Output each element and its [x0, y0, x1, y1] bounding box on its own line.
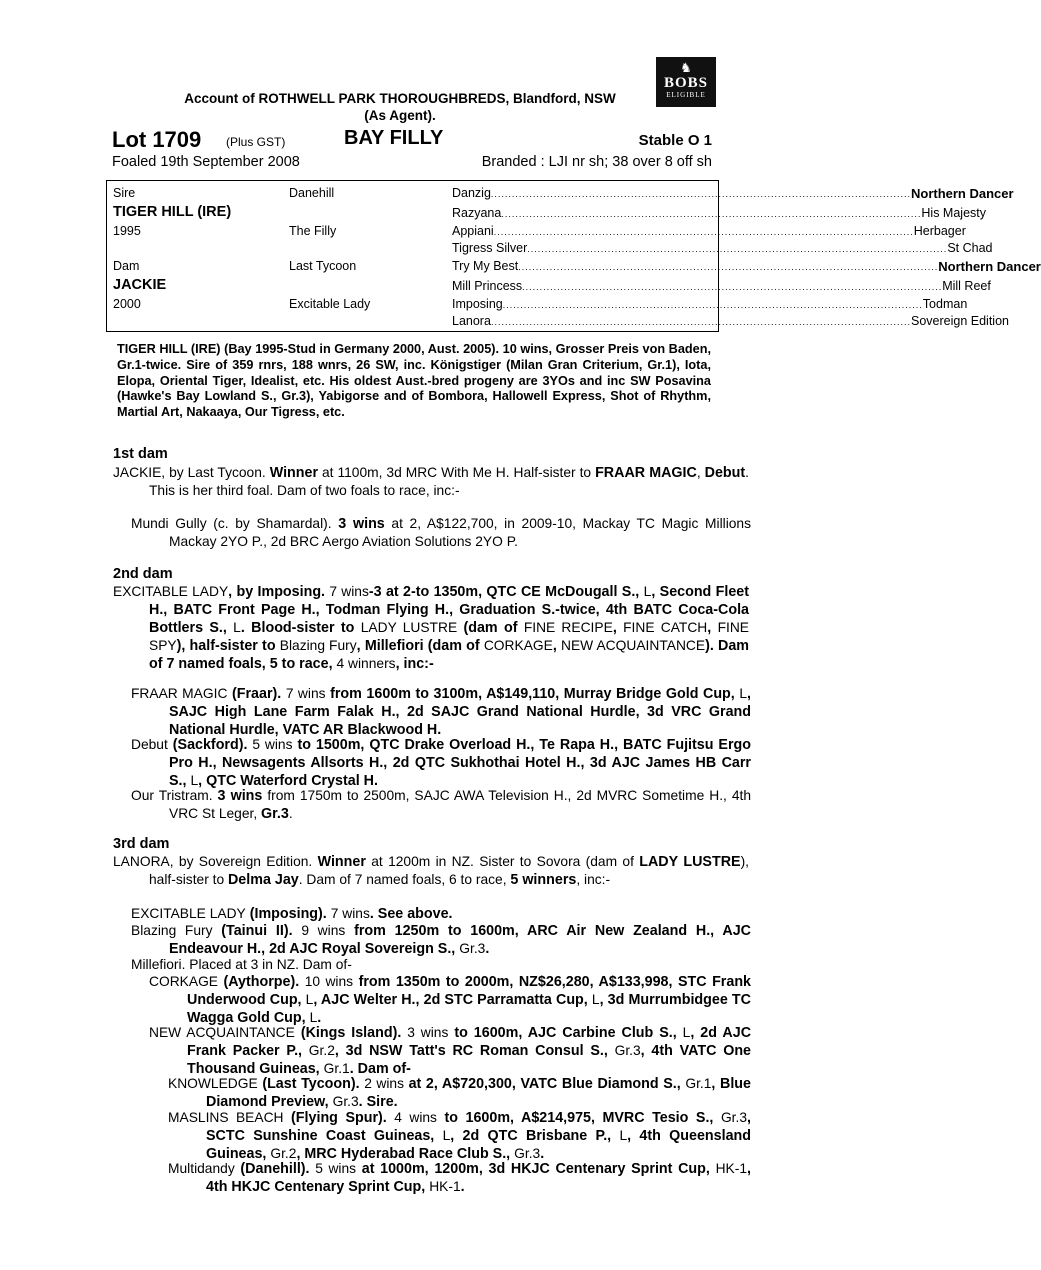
bold-text: (Imposing).: [245, 906, 331, 922]
text: Blazing Fury: [279, 638, 357, 653]
text: FINE CATCH: [623, 620, 708, 635]
bold-text: Winner: [317, 854, 366, 870]
dot-leader: ........................................................................................................................: [518, 262, 939, 272]
great-grandsire: St Chad: [947, 241, 993, 255]
text: Gr.1: [685, 1076, 712, 1091]
progeny-entry: [131, 515, 751, 550]
text: L: [309, 1010, 318, 1025]
bold-text: 3 wins: [338, 516, 385, 532]
text: Multidandy: [168, 1161, 235, 1176]
grandparent-row: [452, 224, 966, 240]
lot-description: BAY FILLY: [344, 127, 444, 149]
text: L: [190, 773, 199, 788]
bold-text: Gr.3: [261, 806, 289, 822]
text: 5 wins: [252, 737, 293, 752]
text: MASLINS BEACH: [168, 1110, 284, 1125]
third-dam-entry: [113, 853, 749, 889]
text: Debut: [131, 737, 168, 752]
text: 10 wins: [304, 974, 354, 989]
grandparent-name: Danzig: [452, 186, 491, 200]
text: Our Tristram.: [131, 788, 218, 803]
progeny-entry: [149, 973, 751, 1027]
progeny-entry: [168, 1160, 751, 1196]
text: at 1200m in NZ. Sister to Sovora (dam of: [365, 854, 640, 869]
branded-info: Branded : LJI nr sh; 38 over 8 off sh: [481, 154, 712, 170]
bold-text: .: [460, 1179, 465, 1195]
grandparent-name: Mill Princess: [452, 279, 523, 293]
bold-text: .: [485, 941, 490, 957]
bobs-logo: [656, 57, 716, 107]
text: L: [739, 686, 748, 701]
bold-text: FRAAR MAGIC: [595, 465, 697, 481]
bold-text: , AJC Welter H., 2d STC Parramatta Cup,: [313, 992, 592, 1008]
text: . This is her third foal. Dam of two foals to race, inc:-: [149, 465, 750, 498]
text: LANORA, by Sovereign Edition.: [113, 854, 318, 869]
sire-dam: The Filly: [289, 224, 337, 238]
text: L: [233, 620, 241, 635]
grandparent-row: [452, 206, 986, 222]
text: ,: [696, 465, 705, 480]
bold-text: ,: [552, 638, 561, 654]
account-line: Account of ROTHWELL PARK THOROUGHBREDS, Blandford, NSW: [184, 91, 616, 106]
text: 7 wins: [330, 906, 370, 921]
stable-number: Stable O 1: [638, 132, 712, 149]
bold-text: , SAJC High Lane Farm Falak H., 2d SAJC Grand National Hurdle, 3d VRC Grand National Hurdle, VATC AR Blackwood H.: [169, 686, 751, 738]
bold-text: , 4th Queensland Guineas,: [206, 1128, 751, 1162]
bold-text: , inc:-: [395, 656, 434, 672]
dot-leader: ........................................................................................................................: [522, 282, 943, 292]
text: Mundi Gully (c. by Shamardal).: [131, 516, 339, 531]
progeny-entry: [131, 787, 751, 823]
dam-year: 2000: [113, 297, 141, 311]
grandparent-row: [452, 279, 991, 295]
bold-text: , 3d NSW Tatt's RC Roman Consul S.,: [334, 1043, 615, 1059]
text: 2 wins: [364, 1076, 404, 1091]
bold-text: Delma Jay: [227, 872, 299, 888]
grandparent-name: Appiani: [452, 224, 494, 238]
foaled-date: Foaled 19th September 2008: [112, 154, 300, 170]
dot-leader: ........................................................................................................................: [493, 227, 914, 237]
bold-text: .: [540, 1146, 545, 1162]
bold-text: (Kings Island).: [294, 1025, 408, 1041]
progeny-entry: [131, 685, 751, 739]
text: Gr.2: [308, 1043, 335, 1058]
bold-text: (Tainui II).: [212, 923, 302, 939]
bold-text: (Flying Spur).: [283, 1110, 395, 1126]
text: Millefiori. Placed at 3 in NZ. Dam of-: [131, 957, 352, 972]
bold-text: from 1350m to 2000m, NZ$26,280, A$133,998, STC Frank Underwood Cup,: [187, 974, 752, 1008]
grandparent-row: [452, 186, 1014, 202]
text: 4 winners: [336, 656, 396, 671]
pedigree-table: [106, 180, 1041, 332]
text: EXCITABLE LADY: [131, 906, 246, 921]
text: FRAAR MAGIC: [131, 686, 228, 701]
section-second-dam: 2nd dam: [113, 566, 173, 582]
text: from 1750m to 2500m, SAJC AWA Television H., 2d MVRC Sometime H., 4th VRC St Leger,: [169, 788, 751, 821]
text: at 2, A$122,700, in 2009-10, Mackay TC Magic Millions Mackay 2YO P., 2d BRC Aergo Aviation Solutions 2YO P.: [169, 516, 752, 549]
bold-text: , 4th HKJC Centenary Sprint Cup,: [206, 1161, 751, 1195]
grandparent-name: Imposing: [452, 297, 503, 311]
bold-text: . Dam of-: [349, 1061, 411, 1077]
section-first-dam: 1st dam: [113, 446, 168, 462]
dot-leader: ........................................................................................................................: [490, 189, 911, 199]
text: Blazing Fury: [131, 923, 213, 938]
text: L: [305, 992, 314, 1007]
bold-text: , 2d QTC Brisbane P.,: [450, 1128, 620, 1144]
dot-leader: ........................................................................................................................: [490, 317, 911, 327]
bold-text: Winner: [269, 465, 319, 481]
bold-text: , 2d AJC Frank Packer P.,: [187, 1025, 752, 1059]
text: CORKAGE: [483, 638, 553, 653]
bold-text: ). Dam of 7 named foals, 5 to race,: [149, 638, 749, 672]
logo-brand: BOBS: [663, 75, 709, 91]
text: L: [643, 584, 652, 599]
text: EXCITABLE LADY: [113, 584, 229, 599]
logo-subtitle: ELIGIBLE: [666, 91, 706, 99]
bold-text: , QTC Waterford Crystal H.: [198, 773, 378, 789]
text: NEW ACQUAINTANCE: [149, 1025, 295, 1040]
grandparent-row: [452, 297, 968, 313]
text: HK-1: [429, 1179, 461, 1194]
bold-text: , MRC Hyderabad Race Club S.,: [296, 1146, 515, 1162]
dam-sire: Last Tycoon: [289, 259, 357, 273]
dot-leader: ........................................................................................................................: [527, 244, 948, 254]
dot-leader: ........................................................................................................................: [501, 209, 922, 219]
sire-label: Sire: [113, 186, 136, 200]
bold-text: from 1600m to 3100m, A$149,110, Murray Bridge Gold Cup,: [325, 686, 740, 702]
text: 4 wins: [394, 1110, 437, 1125]
grandparent-name: Razyana: [452, 206, 502, 220]
great-grandsire: Northern Dancer: [910, 186, 1014, 201]
great-grandsire: Mill Reef: [942, 279, 991, 293]
text: CORKAGE: [149, 974, 218, 989]
text: Gr.3: [459, 941, 486, 956]
text: KNOWLEDGE: [168, 1076, 258, 1091]
text: 7 wins: [285, 686, 326, 701]
bold-text: ), half-sister to: [176, 638, 280, 654]
account-header: [150, 90, 650, 124]
second-dam-entry: [113, 583, 749, 673]
bold-text: , 4th VATC One Thousand Guineas,: [187, 1043, 752, 1077]
bold-text: to 1600m, A$214,975, MVRC Tesio S.,: [436, 1110, 721, 1126]
bold-text: , Second Fleet H., BATC Front Page H., Todman Flying H., Graduation S.-twice, 4th BATC Coca-Cola Bottlers S.,: [149, 584, 750, 636]
dot-leader: ........................................................................................................................: [502, 300, 923, 310]
bold-text: at 1000m, 1200m, 3d HKJC Centenary Sprint Cup,: [356, 1161, 716, 1177]
great-grandsire: Sovereign Edition: [911, 314, 1009, 328]
text: at 1100m, 3d MRC With Me H. Half-sister to: [318, 465, 596, 480]
text: L: [442, 1128, 451, 1143]
text: 3 wins: [407, 1025, 449, 1040]
bold-text: (dam of: [457, 620, 524, 636]
bold-text: ,: [612, 620, 624, 636]
text: Gr.3: [720, 1110, 748, 1125]
great-grandsire: Todman: [922, 297, 968, 311]
grandparent-name: Tigress Silver: [452, 241, 528, 255]
bold-text: to 1500m, QTC Drake Overload H., Te Rapa H., BATC Fujitsu Ergo Pro H., Newsagents Allsorts H., 2d QTC Sukhothai Hotel H., 3d AJC James HB Carr S.,: [169, 737, 751, 789]
grandparent-name: Try My Best: [452, 259, 519, 273]
text: Gr.2: [270, 1146, 297, 1161]
text: L: [591, 992, 600, 1007]
progeny-entry: [131, 956, 751, 973]
progeny-entry: [149, 1024, 751, 1078]
lot-row: [112, 127, 712, 153]
horse-icon: ♞: [680, 60, 692, 75]
grandparent-row: [452, 241, 993, 257]
dam-label: Dam: [113, 259, 140, 273]
lot-gst: (Plus GST): [226, 135, 286, 149]
dam-name: JACKIE: [113, 277, 167, 293]
bold-text: to 1600m, AJC Carbine Club S.,: [448, 1025, 683, 1041]
bold-text: .: [317, 1010, 322, 1026]
bold-text: from 1250m to 1600m, ARC Air New Zealand H., AJC Endeavour H., 2d AJC Royal Sovereign S.,: [169, 923, 752, 957]
bold-text: at 2, A$720,300, VATC Blue Diamond S.,: [403, 1076, 686, 1092]
sire-year: 1995: [113, 224, 141, 238]
bold-text: , SCTC Sunshine Coast Guineas,: [206, 1110, 751, 1144]
text: Gr.3: [332, 1094, 359, 1109]
bold-text: , 3d Murrumbidgee TC Wagga Gold Cup,: [187, 992, 751, 1026]
text: .: [288, 806, 293, 821]
text: Gr.3: [514, 1146, 541, 1161]
progeny-entry: [168, 1075, 751, 1111]
bold-text: , Millefiori (dam of: [356, 638, 484, 654]
section-third-dam: 3rd dam: [113, 836, 170, 852]
bold-text: 3 wins: [217, 788, 263, 804]
bold-text: (Sackford).: [167, 737, 253, 753]
great-grandsire: Herbager: [913, 224, 966, 238]
dam-dam: Excitable Lady: [289, 297, 371, 311]
progeny-entry: [131, 736, 751, 790]
grandparent-row: [452, 259, 1041, 275]
bold-text: (Fraar).: [227, 686, 286, 702]
sire-summary: TIGER HILL (IRE) (Bay 1995-Stud in Germany 2000, Aust. 2005). 10 wins, Grosser Preis von Baden, Gr.1-twice. Sire of 359 rnrs, 188 wnrs, 26 SW, inc. Königstiger (Milan Gran Criterium, Gr.1), Iota, Elopa, Oriental Tiger, Idealist, etc. His oldest Aust.-bred progeny are 3YOs and inc SW Posavina (Hawke's Bay Lowland S., Gr.3), Yabigorse and of Bombora, Hallowell Express, Shot of Rhythm, Martial Art, Nakaaya, Our Tigress, etc.: [117, 342, 711, 420]
bold-text: , Blue Diamond Preview,: [206, 1076, 751, 1110]
bold-text: 5 winners: [510, 872, 577, 888]
text: , inc:-: [576, 872, 611, 887]
bold-text: . Sire.: [358, 1094, 398, 1110]
text: L: [682, 1025, 691, 1040]
great-grandsire: Northern Dancer: [938, 259, 1041, 274]
sire-sire: Danehill: [289, 186, 335, 200]
bold-text: -3 at 2-to 1350m, QTC CE McDougall S.,: [368, 584, 644, 600]
text: Gr.3: [614, 1043, 641, 1058]
bold-text: (Aythorpe).: [218, 974, 305, 990]
text: 7 wins: [329, 584, 369, 599]
text: 5 wins: [315, 1161, 357, 1176]
progeny-entry: [168, 1109, 751, 1163]
agent-line: (As Agent).: [364, 108, 436, 123]
bold-text: . Blood-sister to: [240, 620, 361, 636]
text: NEW ACQUAINTANCE: [561, 638, 706, 653]
text: ), half-sister to: [149, 854, 749, 887]
lot-number: Lot 1709: [112, 127, 202, 152]
bold-text: . See above.: [369, 906, 453, 922]
bold-text: LADY LUSTRE: [639, 854, 741, 870]
text: . Dam of 7 named foals, 6 to race,: [298, 872, 511, 887]
text: L: [619, 1128, 628, 1143]
grandparent-name: Lanora: [452, 314, 491, 328]
bold-text: , by Imposing.: [228, 584, 330, 600]
text: LADY LUSTRE: [360, 620, 458, 635]
progeny-entry: [131, 905, 751, 923]
text: FINE RECIPE: [523, 620, 613, 635]
first-dam-entry: [113, 464, 749, 499]
text: 9 wins: [301, 923, 346, 938]
text: JACKIE, by Last Tycoon.: [113, 465, 270, 480]
bold-text: ,: [707, 620, 718, 636]
bold-text: (Last Tycoon).: [257, 1076, 365, 1092]
progeny-entry: [131, 922, 751, 958]
sire-name: TIGER HILL (IRE): [113, 204, 232, 220]
text: FINE SPY: [149, 620, 749, 653]
grandparent-row: [452, 314, 1009, 330]
text: Gr.1: [323, 1061, 350, 1076]
bold-text: Debut: [704, 465, 746, 481]
great-grandsire: His Majesty: [921, 206, 986, 220]
text: HK-1: [715, 1161, 748, 1176]
bold-text: (Danehill).: [234, 1161, 316, 1177]
